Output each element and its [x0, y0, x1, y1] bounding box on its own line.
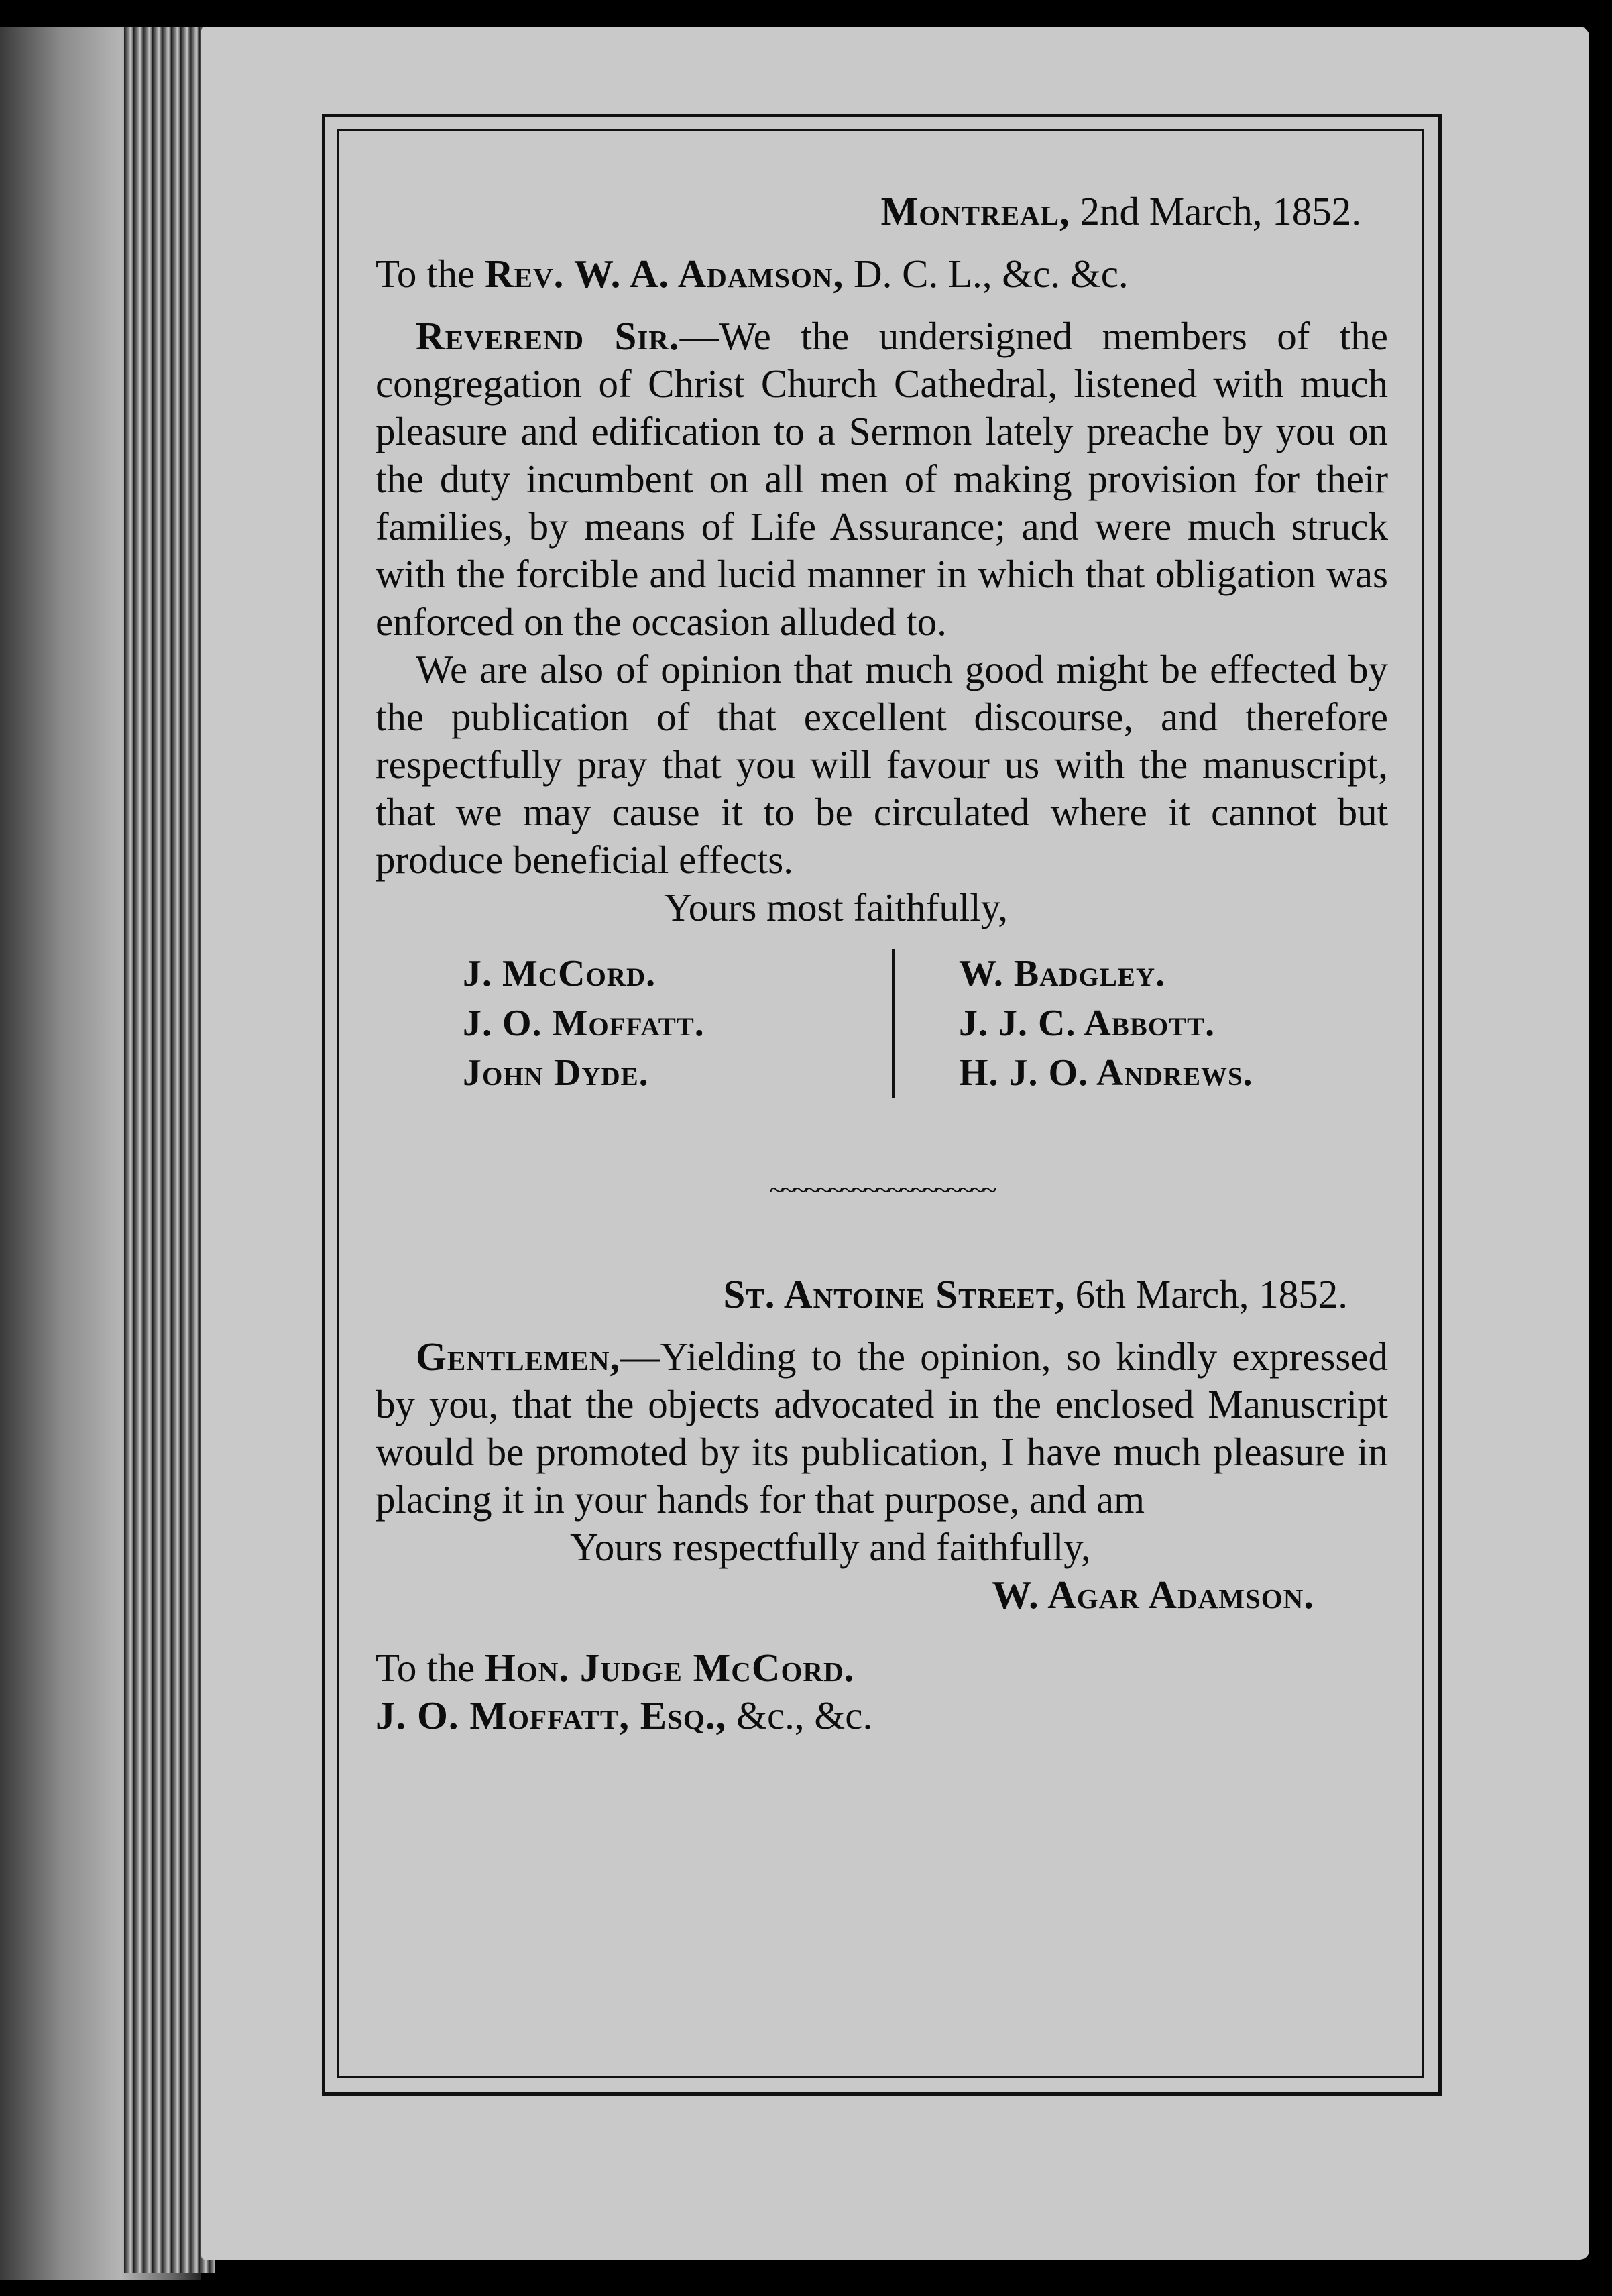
signatory: John Dyde.	[463, 1052, 649, 1094]
letter2-addressee-1-prefix: To the	[376, 1646, 485, 1690]
letter2-addressee-2-name: J. O. Moffatt, Esq.,	[376, 1693, 727, 1737]
signatory: W. Badgley.	[959, 953, 1166, 994]
letter2-dateline-place: St. Antoine Street,	[723, 1272, 1066, 1316]
signatory: J. McCord.	[463, 953, 656, 994]
letter2-salutation: Gentlemen,	[416, 1334, 621, 1379]
letter1-dateline-place: Montreal,	[880, 189, 1070, 233]
letter2-addressee-1	[376, 1644, 1388, 1692]
signatory: H. J. O. Andrews.	[959, 1052, 1253, 1094]
letter2-addressee-1-name: Hon. Judge McCord.	[485, 1646, 855, 1690]
signatory: J. O. Moffatt.	[463, 1002, 705, 1044]
letter2-signature: W. Agar Adamson.	[992, 1572, 1314, 1617]
signatories-right-column	[892, 949, 1388, 1098]
signatories-left-column	[376, 949, 892, 1098]
ornamental-divider: ~~~~~~~~~~~~~~~~~~~	[769, 1175, 994, 1205]
letter1-paragraph-2: We are also of opinion that much good might be effected by the publication of that excellent discourse, and therefore respectfully pray that you will favour us with the manuscript, that we may cause it to be circulated where it cannot but produce beneficial effects.	[376, 647, 1388, 882]
letter1-addressee	[376, 250, 1388, 298]
letter2-addressee-2	[376, 1692, 1388, 1739]
letter1-dateline-date: 2nd March, 1852.	[1070, 189, 1361, 233]
page-content	[376, 188, 1388, 1739]
letter1-salutation: Reverend Sir.	[416, 314, 680, 358]
letter1-paragraph-1-text: —We the undersigned members of the congregation of Christ Church Cathedral, listened with much pleasure and edification to a Sermon lately preache by you on the duty incumbent on all men of making provision for their families, by means of Life Assurance; and were much struck with the forcible and lucid manner in which that obligation was enforced on the occasion alluded to.	[376, 314, 1388, 644]
letter2-dateline	[376, 1271, 1388, 1318]
letter1-to-prefix: To the	[376, 251, 485, 296]
letter1-dateline	[376, 188, 1388, 235]
letter1-closing: Yours most faithfully,	[664, 885, 1009, 929]
signatory: J. J. C. Abbott.	[959, 1002, 1216, 1044]
letter2-paragraph-1-text: —Yielding to the opinion, so kindly expressed by you, that the objects advocated in the enclosed Manuscript would be promoted by its publication, I have much pleasure in placing it in your hands for that purpose, and am	[376, 1334, 1388, 1522]
letter1-paragraph-1	[376, 312, 1388, 646]
letter2-addressee-2-suffix: &c., &c.	[726, 1693, 873, 1737]
signatories	[376, 949, 1388, 1098]
letter2-dateline-date: 6th March, 1852.	[1065, 1272, 1348, 1316]
letter2-paragraph-1	[376, 1333, 1388, 1524]
letter2-closing: Yours respectfully and faithfully,	[570, 1525, 1091, 1569]
letter1-to-name: Rev. W. A. Adamson,	[485, 251, 844, 296]
letter1-to-suffix: D. C. L., &c. &c.	[844, 251, 1129, 296]
